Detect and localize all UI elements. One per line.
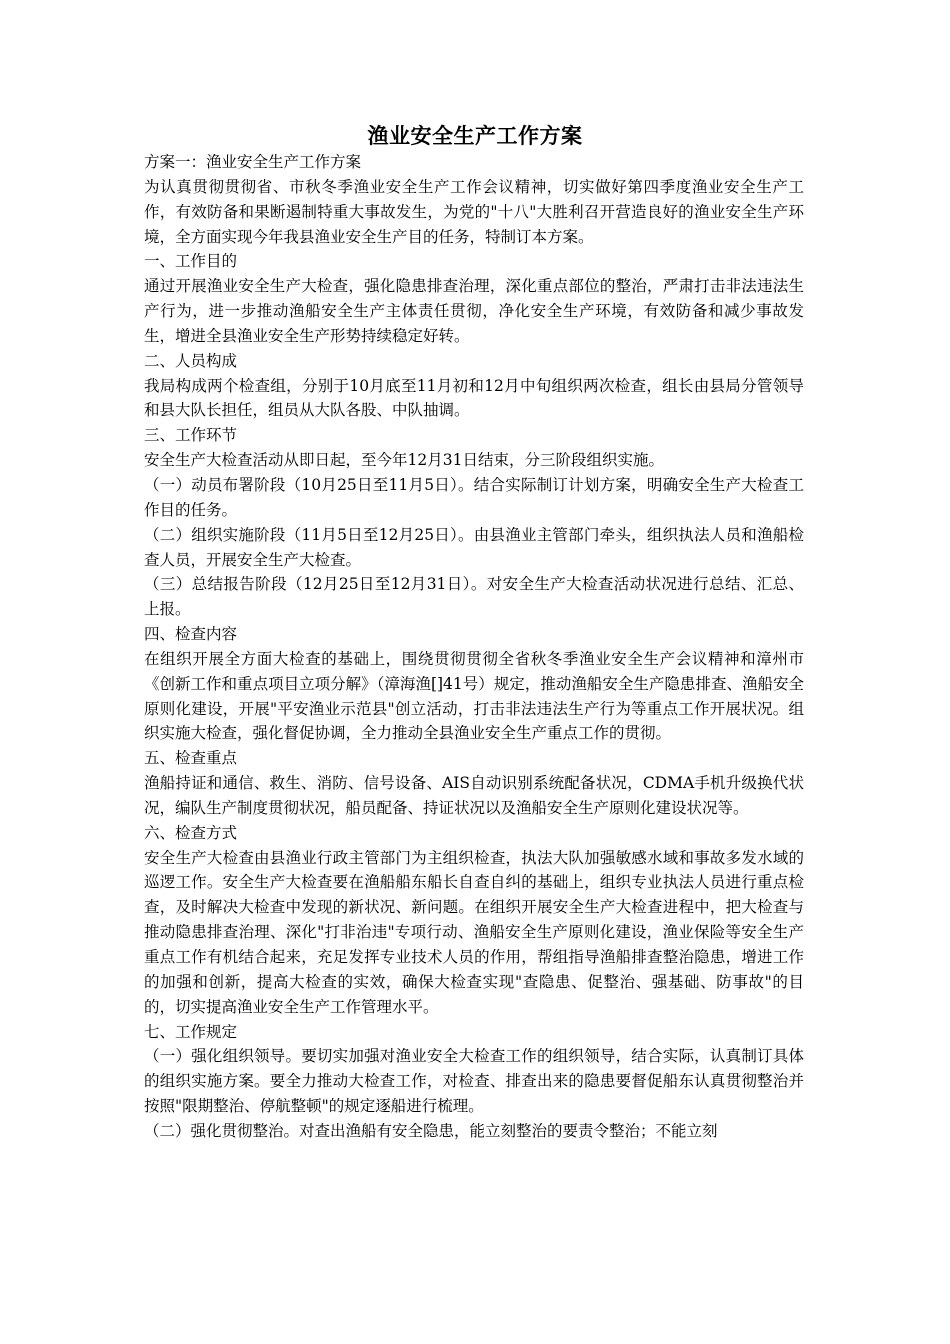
section-heading-content: 四、检查内容 bbox=[144, 625, 238, 644]
method-paragraph: 安全生产大检查由县渔业行政主管部门为主组织检查，执法大队加强敏感水域和事故多发水域的巡逻工作。安全生产大检查要在渔船船东船长自查自纠的基础上，组织专业执法人员进行重点检查，及时解决大检查中发现的新状况、新问题。在组织开展安全生产大检查进程中，把大检查与推动隐患排查治理、深化"打非治违"专项行动、渔船安全生产原则化建设，渔业保险等安全生产重点工作有机结合起来，充足发挥专业技术人员的作用，帮组指导渔船排查整治隐患，增进工作的加强和创新，提高大检查的实效，确保大检查实现"查隐患、促整治、强基础、防事故"的目的，切实提高渔业安全生产工作管理水平。 bbox=[144, 848, 804, 1016]
section-heading-staff: 二、人员构成 bbox=[144, 351, 238, 370]
rule-one-paragraph: （一）强化组织领导。要切实加强对渔业安全大检查工作的组织领导，结合实际，认真制订具体的组织实施方案。要全力推动大检查工作，对检查、排查出来的隐患要督促船东认真贯彻整治并按照"限期整治、停航整顿"的规定逐船进行梳理。 bbox=[144, 1047, 804, 1116]
intro-paragraph: 为认真贯彻贯彻省、市秋冬季渔业安全生产工作会议精神，切实做好第四季度渔业安全生产工作，有效防备和果断遏制特重大事故发生，为党的"十八"大胜利召开营造良好的渔业安全生产环境，全方面实现今年我县渔业安全生产目的任务，特制订本方案。 bbox=[144, 177, 804, 246]
content-paragraph: 在组织开展全方面大检查的基础上，围绕贯彻贯彻全省秋冬季渔业安全生产会议精神和漳州市《创新工作和重点项目立项分解》（漳海渔[]41号）规定，推动渔船安全生产隐患排查、渔船安全原则化建设，开展"平安渔业示范县"创立活动，打击非法违法生产行为等重点工作开展状况。组织实施大检查，强化督促协调，全力推动全县渔业安全生产重点工作的贯彻。 bbox=[144, 649, 804, 743]
step-two-paragraph: （二）组织实施阶段（11月5日至12月25日）。由县渔业主管部门牵头，组织执法人员和渔船检查人员，开展安全生产大检查。 bbox=[144, 525, 804, 569]
step-one-paragraph: （一）动员布署阶段（10月25日至11月5日）。结合实际制订计划方案，明确安全生产大检查工作目的任务。 bbox=[144, 475, 804, 519]
document-title: 渔业安全生产工作方案 bbox=[367, 123, 583, 148]
section-heading-focus: 五、检查重点 bbox=[144, 749, 238, 768]
step-three-paragraph: （三）总结报告阶段（12月25日至12月31日）。对安全生产大检查活动状况进行总结、汇总、上报。 bbox=[144, 575, 804, 619]
section-heading-goal: 一、工作目的 bbox=[144, 252, 238, 271]
document-body bbox=[144, 150, 804, 1144]
section-heading-rules: 七、工作规定 bbox=[144, 1022, 238, 1041]
section-heading-method: 六、检查方式 bbox=[144, 823, 238, 842]
section-heading-steps: 三、工作环节 bbox=[144, 426, 238, 445]
plan-subtitle: 方案一：渔业安全生产工作方案 bbox=[144, 153, 362, 171]
rule-two-paragraph: （二）强化贯彻整治。对查出渔船有安全隐患，能立刻整治的要责令整治；不能立刻 bbox=[144, 1121, 718, 1140]
goal-paragraph: 通过开展渔业安全生产大检查，强化隐患排查治理，深化重点部位的整治，严肃打击非法违法生产行为，进一步推动渔船安全生产主体责任贯彻，净化安全生产环境，有效防备和减少事故发生，增进全县渔业安全生产形势持续稳定好转。 bbox=[144, 277, 804, 345]
staff-paragraph: 我局构成两个检查组，分别于10月底至11月初和12月中旬组织两次检查，组长由县局分管领导和县大队长担任，组员从大队各股、中队抽调。 bbox=[144, 376, 804, 420]
focus-paragraph: 渔船持证和通信、救生、消防、信号设备、AIS自动识别系统配备状况，CDMA手机升级换代状况，编队生产制度贯彻状况，船员配备、持证状况以及渔船安全生产原则化建设状况等。 bbox=[144, 774, 804, 817]
steps-paragraph: 安全生产大检查活动从即日起，至今年12月31日结束，分三阶段组织实施。 bbox=[144, 451, 664, 470]
